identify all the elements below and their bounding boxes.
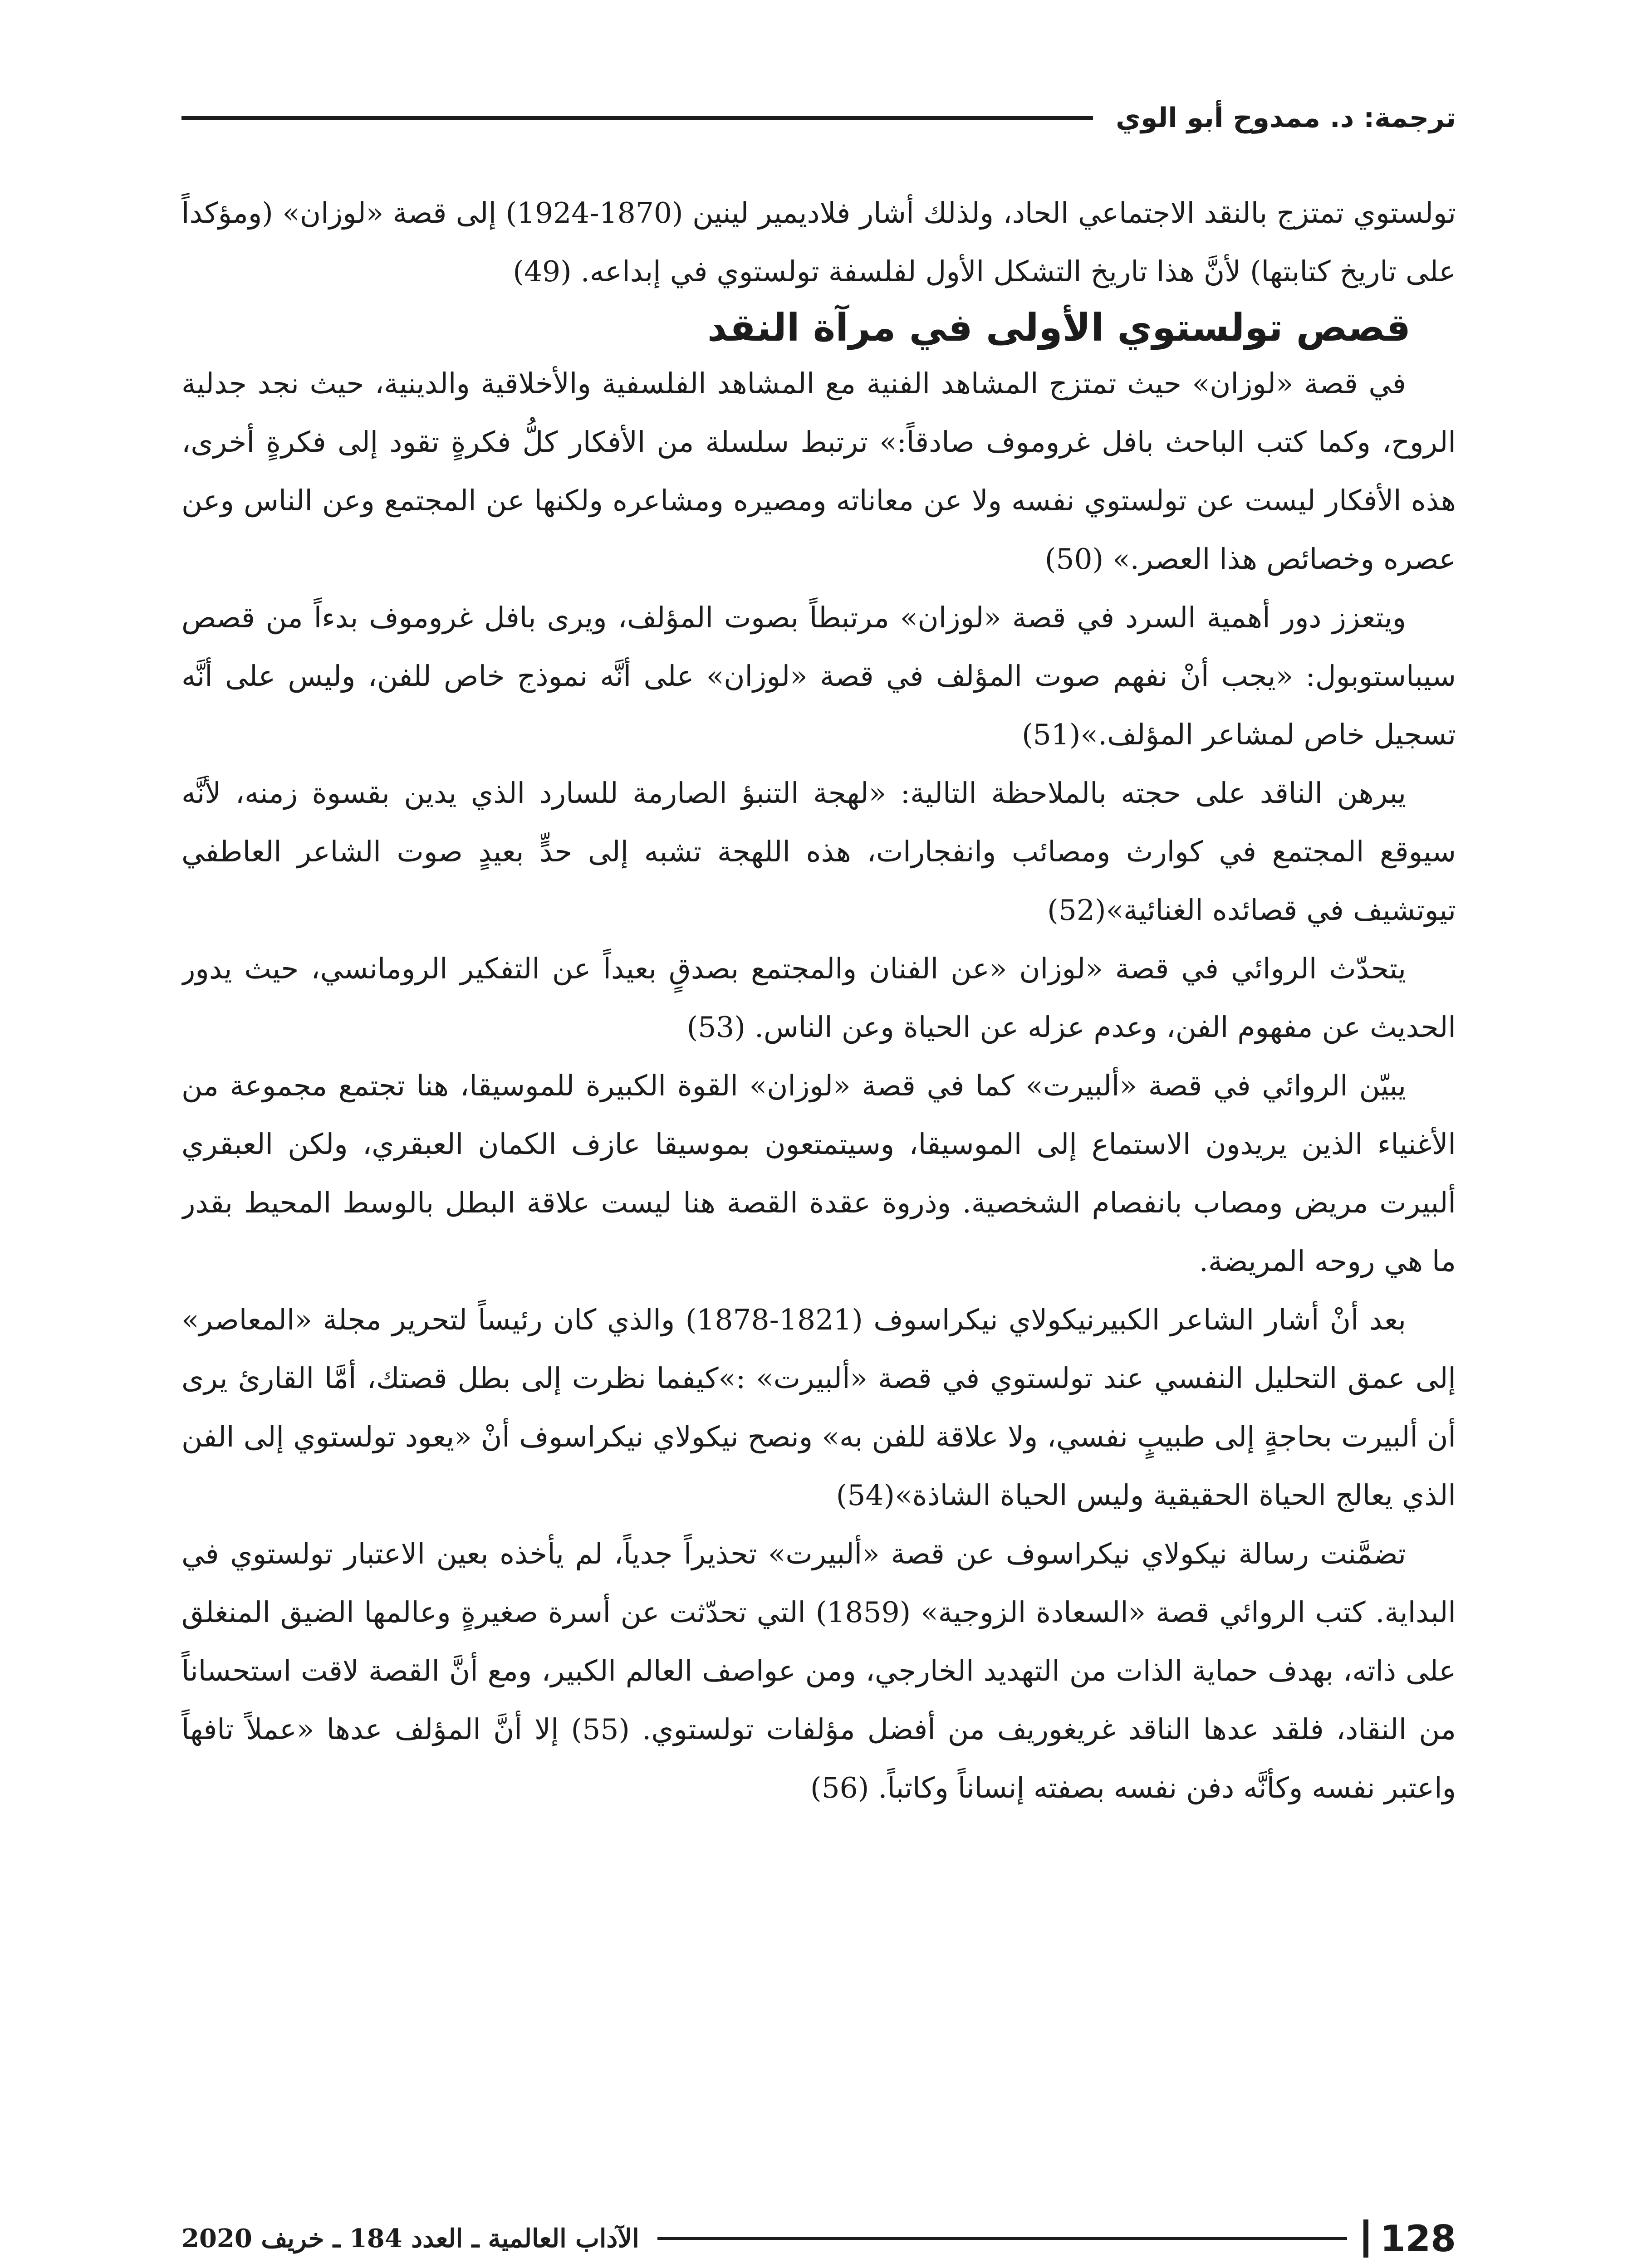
page-number: 128	[1380, 2217, 1456, 2260]
publication-info: الآداب العالمية ـ العدد 184 ـ خريف 2020	[181, 2224, 639, 2253]
page-footer	[181, 2214, 1456, 2263]
footer-bar	[1363, 2219, 1368, 2258]
body-paragraph: يتحدّث الروائي في قصة «لوزان «عن الفنان والمجتمع بصدقٍ بعيداً عن التفكير الرومانسي، حيث يدور الحديث عن مفهوم الفن، وعدم عزله عن الحياة وعن الناس. (53)	[181, 952, 1456, 1044]
footer-rule	[657, 2237, 1347, 2240]
page-header	[181, 91, 1456, 145]
body-paragraph: يبرهن الناقد على حجته بالملاحظة التالية: «لهجة التنبؤ الصارمة للسارد الذي يدين بقسوة زمنه، لأنَّه سيوقع المجتمع في كوارث ومصائب وانفجارات، هذه اللهجة تشبه إلى حدٍّ بعيدٍ صوت الشاعر العاطفي تيوتشيف في قصائده الغنائية»(52)	[181, 777, 1456, 927]
article-body	[181, 184, 1456, 2193]
header-rule	[181, 116, 1093, 120]
intro-paragraph: تولستوي تمتزج بالنقد الاجتماعي الحاد، ولذلك أشار فلاديمير لينين (1870-1924) إلى قصة «لوزان» (ومؤكداً على تاريخ كتابتها) لأنَّ هذا تاريخ التشكل الأول لفلسفة تولستوي في إبداعه. (49)	[181, 196, 1456, 288]
body-paragraph: في قصة «لوزان» حيث تمتزج المشاهد الفنية مع المشاهد الفلسفية والأخلاقية والدينية، حيث نجد جدلية الروح، وكما كتب الباحث بافل غروموف صادقاً:» ترتبط سلسلة من الأفكار كلُّ فكرةٍ تقود إلى فكرةٍ أخرى، هذه الأفكار ليست عن تولستوي نفسه ولا عن معاناته ومصيره ومشاعره ولكنها عن المجتمع وعن الناس وعن عصره وخصائص هذا العصر.» (50)	[181, 367, 1456, 576]
body-paragraph: ويتعزز دور أهمية السرد في قصة «لوزان» مرتبطاً بصوت المؤلف، ويرى بافل غروموف بدءاً من قصص سيباستوبول: «يجب أنْ نفهم صوت المؤلف في قصة «لوزان» على أنَّه نموذج خاص للفن، وليس على أنَّه تسجيل خاص لمشاعر المؤلف.»(51)	[181, 601, 1456, 751]
section-heading: قصص تولستوي الأولى في مرآة النقد	[707, 305, 1411, 350]
translator-credit: ترجمة: د. ممدوح أبو الوي	[1116, 102, 1456, 134]
body-paragraph: تضمَّنت رسالة نيكولاي نيكراسوف عن قصة «ألبيرت» تحذيراً جدياً، لم يأخذه بعين الاعتبار تولستوي في البداية. كتب الروائي قصة «السعادة الزوجية» (1859) التي تحدّثت عن أسرة صغيرةٍ وعالمها الضيق المنغلق على ذاته، بهدف حماية الذات من التهديد الخارجي، ومن عواصف العالم الكبير، ومع أنَّ القصة لاقت استحساناً من النقاد، فلقد عدها الناقد غريغوريف من أفضل مؤلفات تولستوي. (55) إلا أنَّ المؤلف عدها «عملاً تافهاً واعتبر نفسه وكأنَّه دفن نفسه بصفته إنساناً وكاتباً. (56)	[181, 1537, 1456, 1804]
body-paragraph: بعد أنْ أشار الشاعر الكبيرنيكولاي نيكراسوف (1821-1878) والذي كان رئيساً لتحرير مجلة «المعاصر» إلى عمق التحليل النفسي عند تولستوي في قصة «ألبيرت» :»كيفما نظرت إلى بطل قصتك، أمَّا القارئ يرى أن ألبيرت بحاجةٍ إلى طبيبٍ نفسي، ولا علاقة للفن به» ونصح نيكولاي نيكراسوف أنْ «يعود تولستوي إلى الفن الذي يعالج الحياة الحقيقية وليس الحياة الشاذة»(54)	[181, 1303, 1456, 1512]
body-paragraph: يبيّن الروائي في قصة «ألبيرت» كما في قصة «لوزان» القوة الكبيرة للموسيقا، هنا تجتمع مجموعة من الأغنياء الذين يريدون الاستماع إلى الموسيقا، وسيتمتعون بموسيقا عازف الكمان العبقري، ولكن العبقري ألبيرت مريض ومصاب بانفصام الشخصية. وذروة عقدة القصة هنا ليست علاقة البطل بالوسط المحيط بقدر ما هي روحه المريضة.	[181, 1069, 1456, 1278]
